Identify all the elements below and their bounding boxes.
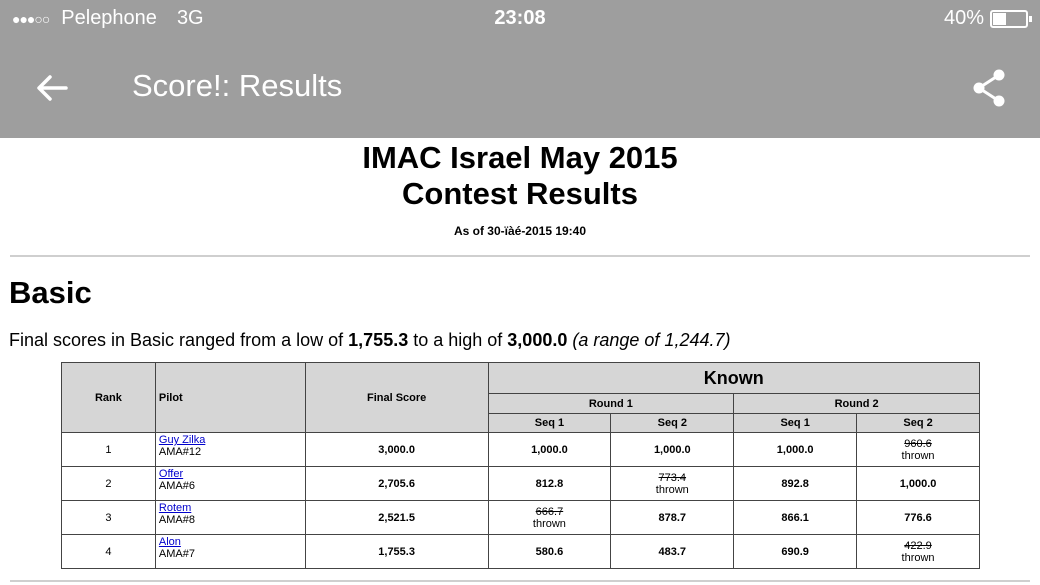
header-round-1: Round 1: [488, 394, 734, 414]
score-value: 776.6: [904, 511, 932, 524]
score-value: 690.9: [781, 545, 809, 558]
share-icon: [970, 68, 1008, 108]
page-title: [0, 140, 1040, 212]
battery-icon: [990, 10, 1028, 28]
final-score-cell: 3,000.0: [305, 433, 488, 467]
share-button[interactable]: [970, 68, 1008, 108]
sequence-score-cell: [857, 433, 980, 467]
thrown-score: 773.4: [658, 471, 687, 484]
divider: [10, 580, 1030, 582]
sequence-score-cell: [734, 433, 857, 467]
signal-strength-icon: ●●●○○: [12, 10, 50, 27]
thrown-label: thrown: [655, 483, 689, 496]
thrown-score: 666.7: [535, 505, 564, 518]
score-summary: [9, 330, 1040, 351]
sequence-score-cell: [611, 467, 734, 501]
pilot-link[interactable]: Rotem: [158, 502, 192, 514]
table-row: [62, 467, 980, 501]
score-value: 1,000.0: [653, 443, 691, 456]
sequence-score-cell: [611, 501, 734, 535]
score-value: 483.7: [658, 545, 687, 558]
status-bar: [0, 0, 1040, 38]
pilot-link[interactable]: Alon: [158, 536, 181, 548]
section-title-basic: Basic: [9, 275, 92, 310]
pilot-link[interactable]: Guy Zilka: [158, 434, 206, 446]
score-value: 580.6: [535, 545, 564, 558]
results-page: [0, 138, 1040, 585]
final-score-cell: 2,521.5: [305, 501, 488, 535]
score-value: 878.7: [658, 511, 687, 524]
title-line-1: IMAC Israel May 2015: [362, 140, 678, 175]
pilot-cell: [155, 535, 305, 569]
sequence-score-cell: [488, 433, 611, 467]
summary-low: 1,755.3: [348, 330, 409, 350]
app-bar: [0, 38, 1040, 138]
header-round-2: Round 2: [734, 394, 980, 414]
divider: [10, 255, 1030, 257]
thrown-score: 960.6: [904, 437, 932, 450]
header-rank: Rank: [62, 363, 156, 433]
sequence-score-cell: [857, 535, 980, 569]
table-row: [62, 535, 980, 569]
summary-mid: to a high of: [408, 330, 508, 350]
thrown-label: thrown: [901, 449, 935, 462]
title-line-2: Contest Results: [402, 176, 638, 211]
rank-cell: 4: [62, 535, 156, 569]
sequence-score-cell: [857, 467, 980, 501]
results-table: [61, 362, 980, 569]
thrown-score: 422.9: [904, 539, 932, 552]
table-row: [62, 501, 980, 535]
pilot-id: AMA#6: [158, 480, 195, 492]
summary-range: (a range of 1,244.7): [572, 330, 731, 350]
header-pilot: Pilot: [155, 363, 305, 433]
header-known: Known: [488, 363, 980, 394]
pilot-id: AMA#7: [158, 548, 195, 560]
pilot-link[interactable]: Offer: [158, 468, 184, 480]
summary-high: 3,000.0: [507, 330, 568, 350]
rank-cell: 1: [62, 433, 156, 467]
carrier-name: Pelephone: [61, 7, 157, 29]
sequence-score-cell: [734, 501, 857, 535]
score-value: 1,000.0: [531, 443, 568, 456]
network-type: 3G: [176, 7, 204, 29]
header-r1-seq-2: Seq 2: [611, 414, 734, 433]
arrow-left-icon: [32, 70, 72, 106]
thrown-label: thrown: [532, 517, 566, 530]
final-score-cell: 2,705.6: [305, 467, 488, 501]
sequence-score-cell: [611, 535, 734, 569]
score-value: 866.1: [781, 511, 809, 524]
back-button[interactable]: [32, 70, 72, 106]
thrown-label: thrown: [901, 551, 935, 564]
sequence-score-cell: [488, 501, 611, 535]
score-value: 1,000.0: [899, 477, 937, 490]
pilot-cell: [155, 467, 305, 501]
app-title: Score!: Results: [132, 68, 343, 103]
table-row: [62, 433, 980, 467]
sequence-score-cell: [734, 467, 857, 501]
battery-percent: 40%: [943, 7, 984, 29]
score-value: 812.8: [535, 477, 564, 490]
as-of-timestamp: As of 30-ïàé-2015 19:40: [453, 224, 587, 238]
header-final-score: Final Score: [305, 363, 488, 433]
rank-cell: 2: [62, 467, 156, 501]
sequence-score-cell: [857, 501, 980, 535]
pilot-id: AMA#12: [158, 446, 202, 458]
header-r2-seq-2: Seq 2: [857, 414, 980, 433]
header-r1-seq-1: Seq 1: [488, 414, 611, 433]
sequence-score-cell: [734, 535, 857, 569]
score-value: 1,000.0: [776, 443, 814, 456]
sequence-score-cell: [611, 433, 734, 467]
summary-prefix: Final scores in Basic ranged from a low of: [9, 330, 349, 350]
rank-cell: 3: [62, 501, 156, 535]
sequence-score-cell: [488, 535, 611, 569]
sequence-score-cell: [488, 467, 611, 501]
header-r2-seq-1: Seq 1: [734, 414, 857, 433]
pilot-cell: [155, 433, 305, 467]
clock: 23:08: [494, 7, 546, 29]
pilot-cell: [155, 501, 305, 535]
pilot-id: AMA#8: [158, 514, 195, 526]
score-value: 892.8: [781, 477, 809, 490]
final-score-cell: 1,755.3: [305, 535, 488, 569]
